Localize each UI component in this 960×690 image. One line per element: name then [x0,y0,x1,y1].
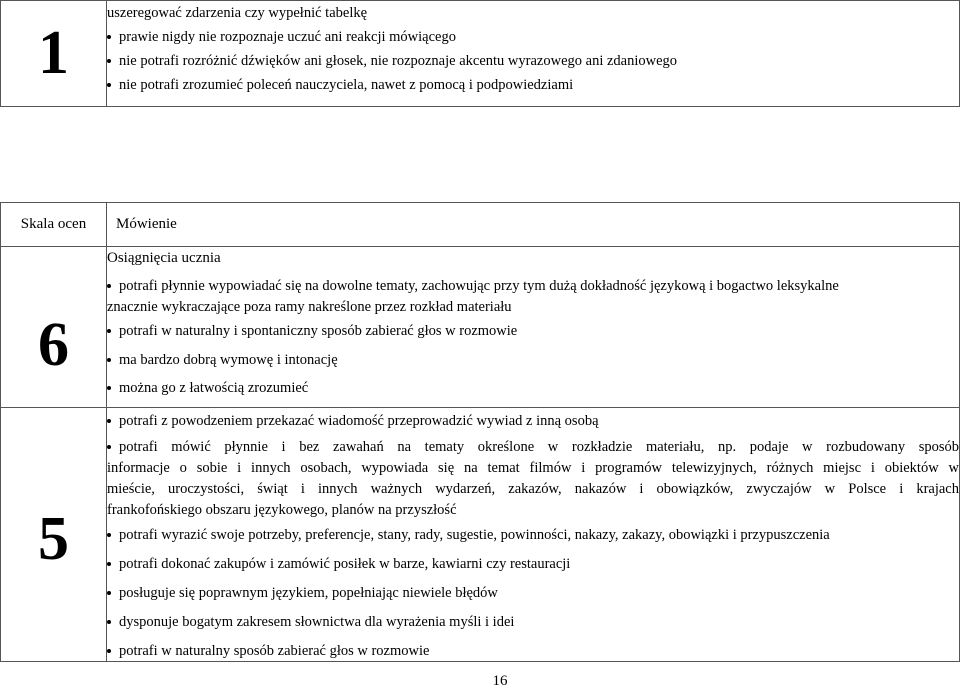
top-table [0,0,960,107]
grade-1-cell [1,1,107,107]
main-table [0,202,960,662]
grade-5-bullet: potrafi w naturalny sposób zabierać głos w rozmowie [107,642,959,660]
grade-6-bullet: można go z łatwością zrozumieć [107,379,959,397]
grade-5-bullet: potrafi mówić płynnie i bez zawahań na tematy określone w rozkładzie materiału, np. podaje w rozbudowany sposób [107,438,959,456]
skill-header-cell [107,203,960,247]
grade-6-bullet: potrafi płynnie wypowiadać się na dowolne tematy, zachowując przy tym dużą dokładność językową i bogactwo leksykalne [107,277,959,295]
grade-6-bullet: ma bardzo dobrą wymowę i intonację [107,351,959,369]
grade-1-content [107,1,960,107]
grade-5-bullet: potrafi wyrazić swoje potrzeby, preferencje, stany, rady, sugestie, powinności, nakazy, zakazy, obowiązki i przypuszczenia [107,526,959,544]
scale-header-cell [1,203,107,247]
skill-header-label: Mówienie [116,216,177,232]
grade-6-content [107,247,960,408]
grade-6-bullet: potrafi w naturalny i spontaniczny sposób zabierać głos w rozmowie [107,322,959,340]
grade-5-cell [1,408,107,662]
page-number: 16 [492,673,508,689]
grade-1-number: 1 [38,19,69,87]
grade-5-bullet: dysponuje bogatym zakresem słownictwa dla wyrażenia myśli i idei [107,613,959,631]
grade-6-bullet-continuation: znacznie wykraczające poza ramy nakreślone przez rozkład materiału [107,299,512,315]
grade-5-bullet-continuation: mieście, uroczystości, świąt i innych ważnych wydarzeń, zakazów, nakazów i obowiązków, zwyczajów w Polsce i krajach [107,481,959,497]
grade-5-bullet: potrafi dokonać zakupów i zamówić posiłek w barze, kawiarni czy restauracji [107,555,959,573]
grade-5-bullet: potrafi z powodzeniem przekazać wiadomość przeprowadzić wywiad z inną osobą [107,412,959,430]
grade-5-bullet-continuation: frankofońskiego obszaru językowego, planów na przyszłość [107,502,457,518]
grade-5-number: 5 [38,505,69,573]
grade-5-bullet-continuation: informacje o sobie i innych osobach, wypowiada się na temat filmów i programów telewizyjnych, różnych miejsc i obiektów w [107,460,959,476]
grade-1-bullet: nie potrafi zrozumieć poleceń nauczyciela, nawet z pomocą i podpowiedziami [107,76,959,94]
grade-1-bullet: prawie nigdy nie rozpoznaje uczuć ani reakcji mówiącego [107,28,959,46]
grade-1-bullet: nie potrafi rozróżnić dźwięków ani głosek, nie rozpoznaje akcentu wyrazowego ani zdaniowego [107,52,959,70]
scale-header-label: Skala ocen [20,216,87,232]
grade-5-content [107,408,960,662]
grade-6-cell [1,247,107,408]
achievements-label: Osiągnięcia ucznia [107,250,221,266]
grade-5-bullet: posługuje się poprawnym językiem, popełniając niewiele błędów [107,584,959,602]
grade-6-number: 6 [38,310,69,379]
grade-1-heading: uszeregować zdarzenia czy wypełnić tabelkę [107,5,368,21]
